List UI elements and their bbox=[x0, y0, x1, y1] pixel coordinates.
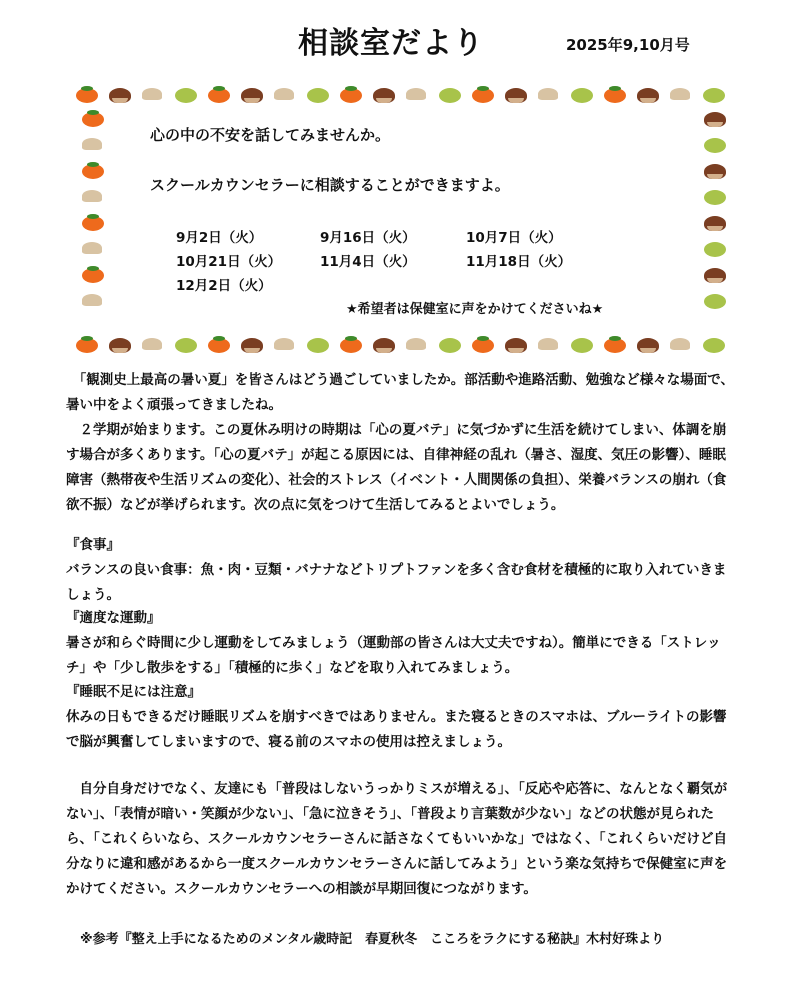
grape-icon bbox=[704, 242, 726, 257]
persimmon-icon bbox=[472, 338, 494, 353]
chestnut-icon bbox=[373, 88, 395, 103]
newsletter-title: 相談室だより bbox=[298, 26, 484, 61]
text-sleep: 休みの日もできるだけ睡眠リズムを崩すべきではありません。また寝るときのスマホは、ブルーライトの影響で脳が興奮してしまいますので、寝る前のスマホの使用は控えましょう。 bbox=[66, 709, 727, 750]
mushroom-icon bbox=[82, 294, 102, 306]
mushroom-icon bbox=[670, 338, 690, 350]
persimmon-icon bbox=[604, 88, 626, 103]
date-item: 10月21日（火） bbox=[176, 254, 282, 270]
grape-icon bbox=[439, 338, 461, 353]
grape-icon bbox=[704, 294, 726, 309]
chestnut-icon bbox=[505, 338, 527, 353]
reference-note: ※参考『整え上手になるためのメンタル歳時記 春夏秋冬 こころをラクにする秘訣』木村好珠より bbox=[80, 932, 665, 947]
grape-icon bbox=[175, 338, 197, 353]
text-food: バランスの良い食事：魚・肉・豆類・バナナなどトリプトファンを多く含む食材を積極的に取り入れていきましょう。 bbox=[66, 562, 727, 603]
persimmon-icon bbox=[208, 88, 230, 103]
persimmon-icon bbox=[340, 338, 362, 353]
chestnut-icon bbox=[704, 164, 726, 179]
persimmon-icon bbox=[82, 268, 104, 283]
chestnut-icon bbox=[704, 112, 726, 127]
chestnut-icon bbox=[637, 338, 659, 353]
grape-icon bbox=[704, 190, 726, 205]
chestnut-icon bbox=[241, 88, 263, 103]
grape-icon bbox=[439, 88, 461, 103]
persimmon-icon bbox=[76, 88, 98, 103]
date-item: 11月4日（火） bbox=[320, 254, 416, 270]
chestnut-icon bbox=[505, 88, 527, 103]
date-item: 10月7日（火） bbox=[466, 230, 562, 246]
box-line-1: 心の中の不安を話してみませんか。 bbox=[150, 126, 391, 144]
mushroom-icon bbox=[274, 338, 294, 350]
issue-date: 2025年9,10月号 bbox=[566, 36, 690, 54]
date-item: 9月2日（火） bbox=[176, 230, 263, 246]
box-line-2: スクールカウンセラーに相談することができますよ。 bbox=[150, 176, 510, 194]
persimmon-icon bbox=[82, 216, 104, 231]
date-item: 9月16日（火） bbox=[320, 230, 416, 246]
mushroom-icon bbox=[406, 338, 426, 350]
grape-icon bbox=[703, 88, 725, 103]
persimmon-icon bbox=[82, 164, 104, 179]
mushroom-icon bbox=[82, 190, 102, 202]
mushroom-icon bbox=[538, 88, 558, 100]
chestnut-icon bbox=[109, 338, 131, 353]
grape-icon bbox=[307, 88, 329, 103]
persimmon-icon bbox=[208, 338, 230, 353]
mushroom-icon bbox=[538, 338, 558, 350]
heading-exercise: 『適度な運動』 bbox=[66, 610, 161, 626]
paragraph-friends: 自分自身だけでなく、友達にも「普段はしないうっかりミスが増える」、「反応や応答に、なんとなく覇気がない」、「表情が暗い・笑顔が少ない」、「急に泣きそう」、「普段より言葉数が少ない」などの状態が見られたら、「これくらいなら、スクールカウンセラーさんに話さなくてもいいかな」ではなく、「これくらいだけど自分なりに違和感があるから一度スクールカウンセラーさんに話してみよう」という楽な気持ちで保健室に声をかけてください。スクールカウンセラーへの相談が早期回復につながります。 bbox=[66, 781, 728, 897]
grape-icon bbox=[704, 138, 726, 153]
grape-icon bbox=[703, 338, 725, 353]
heading-sleep: 『睡眠不足には注意』 bbox=[66, 684, 201, 700]
persimmon-icon bbox=[76, 338, 98, 353]
chestnut-icon bbox=[109, 88, 131, 103]
paragraph-causes: ２学期が始まります。この夏休み明けの時期は「心の夏バテ」に気づかずに生活を続けてしまい、体調を崩す場合が多くあります。「心の夏バテ」が起こる原因には、自律神経の乱れ（暑さ、湿度、気圧の影響）、睡眠障害（熱帯夜や生活リズムの変化）、社会的ストレス（イベント・人間関係の負担）、栄養バランスの崩れ（食欲不振）などが挙げられます。次の点に気をつけて生活してみるとよいでしょう。 bbox=[66, 422, 727, 513]
persimmon-icon bbox=[82, 112, 104, 127]
persimmon-icon bbox=[472, 88, 494, 103]
chestnut-icon bbox=[637, 88, 659, 103]
mushroom-icon bbox=[670, 88, 690, 100]
mushroom-icon bbox=[82, 138, 102, 150]
grape-icon bbox=[571, 88, 593, 103]
chestnut-icon bbox=[704, 268, 726, 283]
heading-food: 『食事』 bbox=[66, 537, 120, 553]
box-note: ★希望者は保健室に声をかけてくださいね★ bbox=[346, 302, 604, 317]
mushroom-icon bbox=[82, 242, 102, 254]
persimmon-icon bbox=[340, 88, 362, 103]
mushroom-icon bbox=[142, 88, 162, 100]
paragraph-intro: 「観測史上最高の暑い夏」を皆さんはどう過ごしていましたか。部活動や進路活動、勉強など様々な場面で、暑い中をよく頑張ってきましたね。 bbox=[66, 372, 734, 413]
text-exercise: 暑さが和らぐ時間に少し運動をしてみましょう（運動部の皆さんは大丈夫ですね）。簡単にできる「ストレッチ」や「少し散歩をする」「積極的に歩く」などを取り入れてみましょう。 bbox=[66, 635, 721, 676]
persimmon-icon bbox=[604, 338, 626, 353]
mushroom-icon bbox=[142, 338, 162, 350]
chestnut-icon bbox=[704, 216, 726, 231]
grape-icon bbox=[175, 88, 197, 103]
grape-icon bbox=[307, 338, 329, 353]
date-item: 11月18日（火） bbox=[466, 254, 572, 270]
grape-icon bbox=[571, 338, 593, 353]
mushroom-icon bbox=[406, 88, 426, 100]
mushroom-icon bbox=[274, 88, 294, 100]
chestnut-icon bbox=[373, 338, 395, 353]
date-item: 12月2日（火） bbox=[176, 278, 272, 294]
chestnut-icon bbox=[241, 338, 263, 353]
